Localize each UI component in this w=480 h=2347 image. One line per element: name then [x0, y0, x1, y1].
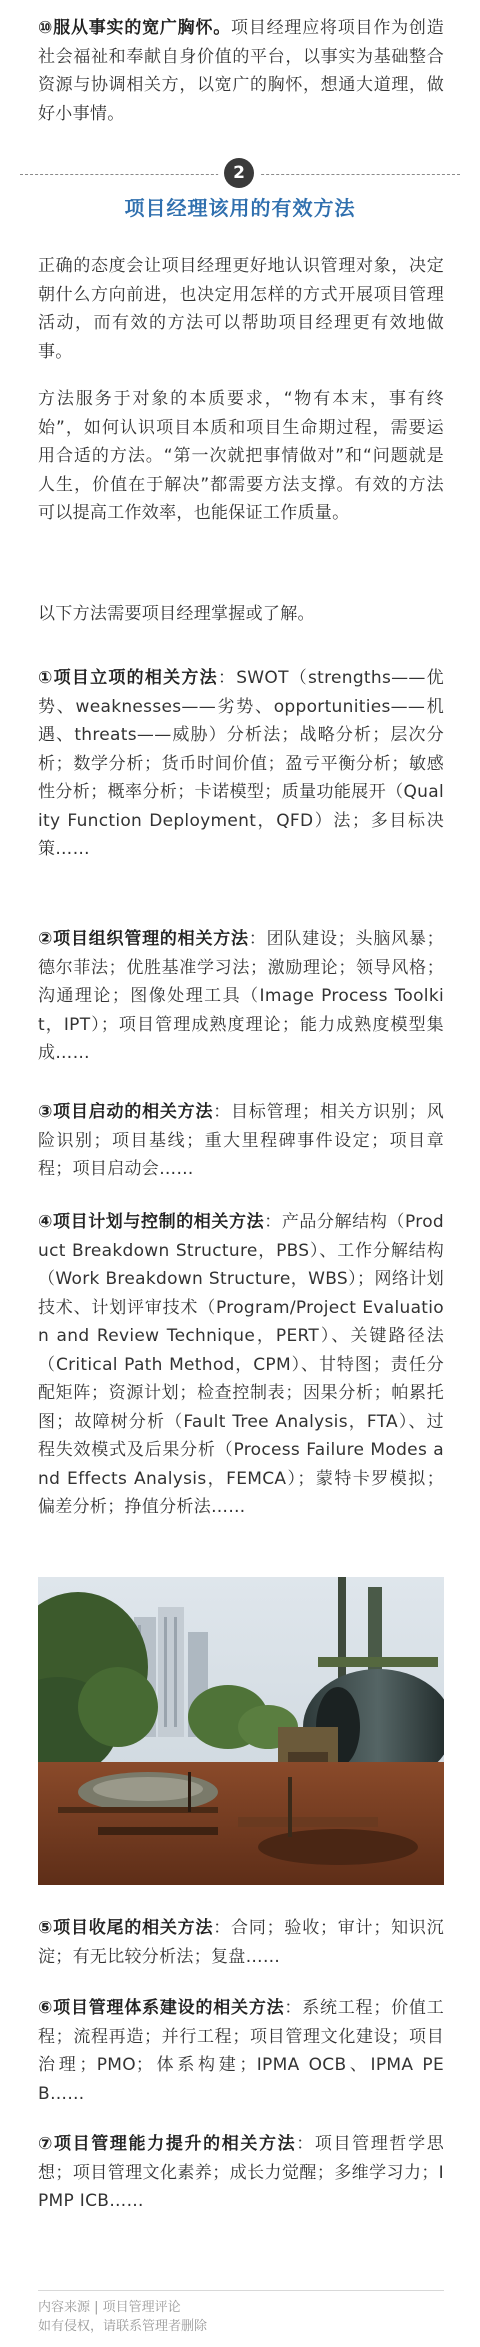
method-heading: ⑥项目管理体系建设的相关方法 — [38, 1998, 285, 2018]
method-text: ：项目管理哲学思想；项目管理文化素养；成长力觉醒；多维学习力；IPMP ICB…… — [38, 2134, 444, 2211]
method-heading: ⑦项目管理能力提升的相关方法 — [38, 2134, 297, 2154]
method-item-closing — [38, 1914, 444, 1971]
method-item-planning-control — [38, 1208, 444, 1522]
intro-text: 项目经理应将项目作为创造社会福祉和奉献自身价值的平台，以事实为基础整合资源与协调相关方，以宽广的胸怀，想通大道理，做好小事情。 — [38, 18, 444, 124]
footer-notice: 如有侵权，请联系管理者删除 — [38, 2319, 208, 2334]
method-item-capability — [38, 2130, 444, 2216]
paragraph-1: 正确的态度会让项目经理更好地认识管理对象，决定朝什么方向前进，也决定用怎样的方式开展项目管理活动，而有效的方法可以帮助项目经理更有效地做事。 — [38, 256, 444, 362]
method-heading: ②项目组织管理的相关方法 — [38, 929, 249, 949]
method-heading: ③项目启动的相关方法 — [38, 1102, 214, 1122]
method-text: ：目标管理；相关方识别；风险识别；项目基线；重大里程碑事件设定；项目章程；项目启动会…… — [38, 1102, 444, 1179]
section-title: 项目经理该用的有效方法 — [124, 196, 356, 220]
method-item-initiation — [38, 664, 444, 864]
construction-site-illustration — [38, 1577, 444, 1885]
method-text: ：SWOT（strengths——优势、weaknesses——劣势、opportunities——机遇、threats——威胁）分析法；战略分析；层次分析；数学分析；货币时间价值；盈亏平衡分析；敏感性分析；概率分析；卡诺模型；质量功能展开（Quality Function Deployment，QFD）法；多目标决策…… — [38, 668, 444, 859]
section-number-badge: 2 — [224, 158, 254, 188]
method-heading: ⑤项目收尾的相关方法 — [38, 1918, 214, 1938]
method-item-organization — [38, 925, 444, 1068]
method-item-system-building — [38, 1994, 444, 2108]
footer-source: 内容来源 | 项目管理评论 — [38, 2300, 181, 2315]
method-text: ：产品分解结构（Product Breakdown Structure，PBS）、工作分解结构（Work Breakdown Structure，WBS）；网络计划技术、计划评审技术（Program/Project Evaluation and Review Technique，PERT）、关键路径法（Critical Path Method，CPM）、甘特图；责任分配矩阵；资源计划；检查控制表；因果分析；帕累托图；故障树分析（Fault Tree Analysis，FTA）、过程失效模式及后果分析（Process Failure Modes and Effects Analysis，FEMCA）；蒙特卡罗模拟；偏差分析；挣值分析法…… — [38, 1212, 444, 1517]
paragraph-2: 方法服务于对象的本质要求，“物有本末，事有终始”，如何认识项目本质和项目生命期过程，需要运用合适的方法。“第一次就把事情做对”和“问题就是人生，价值在于解决”都需要方法支撑。有效的方法可以提高工作效率，也能保证工作质量。 — [38, 389, 444, 523]
method-text: ：合同；验收；审计；知识沉淀；有无比较分析法；复盘…… — [38, 1918, 444, 1967]
construction-site-photo — [38, 1577, 444, 1885]
method-item-startup — [38, 1098, 444, 1184]
method-text: ：系统工程；价值工程；流程再造；并行工程；项目管理文化建设；项目治理；PMO；体系构建；IPMA OCB、IPMA PEB…… — [38, 1998, 444, 2104]
intro-heading: ⑩服从事实的宽广胸怀。 — [38, 18, 232, 38]
paragraph-3: 以下方法需要项目经理掌握或了解。 — [38, 604, 315, 624]
intro-paragraph — [38, 14, 444, 128]
method-heading: ④项目计划与控制的相关方法 — [38, 1212, 265, 1232]
method-text: ：团队建设；头脑风暴；德尔菲法；优胜基准学习法；激励理论；领导风格；沟通理论；图像处理工具（Image Process Toolkit，IPT）；项目管理成熟度理论；能力成熟度模型集成…… — [38, 929, 444, 1063]
method-heading: ①项目立项的相关方法 — [38, 668, 218, 688]
footer-divider — [38, 2290, 444, 2291]
